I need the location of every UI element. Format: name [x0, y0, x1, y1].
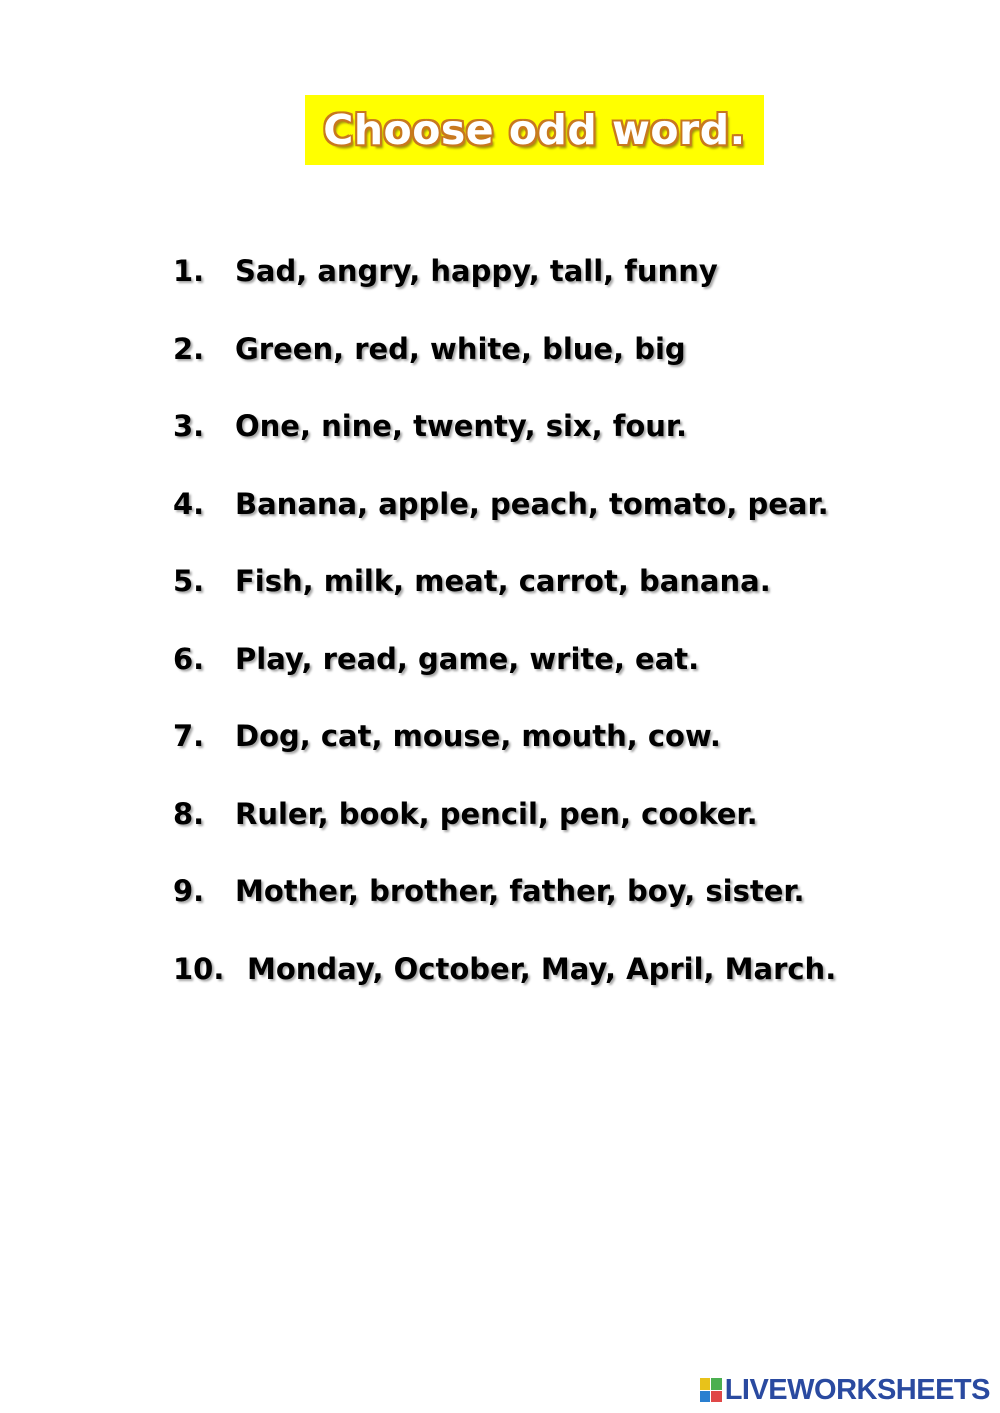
item-text: Play, read, game, write, eat.	[235, 641, 700, 676]
liveworksheets-logo-icon	[700, 1378, 722, 1402]
item-number: 9.	[173, 874, 205, 908]
item-text: Mother, brother, father, boy, sister.	[235, 874, 805, 908]
list-item	[173, 483, 836, 561]
item-number: 1.	[173, 254, 205, 288]
liveworksheets-logo[interactable]	[700, 1375, 990, 1405]
item-text: Ruler, book, pencil, pen, cooker.	[235, 796, 758, 831]
item-text: Dog, cat, mouse, mouth, cow.	[235, 719, 721, 753]
item-text: Green, red, white, blue, big	[235, 331, 686, 366]
item-number: 8.	[173, 796, 205, 831]
item-number: 3.	[173, 409, 205, 443]
item-number: 7.	[173, 719, 205, 753]
list-item	[173, 560, 836, 638]
item-text: Monday, October, May, April, March.	[247, 951, 837, 986]
item-text: Banana, apple, peach, tomato, pear.	[235, 486, 829, 521]
worksheet-title: Choose odd word.	[323, 106, 746, 154]
list-item	[173, 328, 836, 406]
logo-text: LIVEWORKSHEETS	[724, 1373, 990, 1406]
list-item	[173, 638, 836, 716]
item-text: Sad, angry, happy, tall, funny	[235, 254, 718, 288]
title-banner	[305, 95, 764, 165]
item-number: 5.	[173, 564, 205, 598]
item-number: 6.	[173, 641, 205, 676]
item-number: 4.	[173, 486, 205, 521]
list-item	[173, 715, 836, 793]
list-item	[173, 250, 836, 328]
list-item	[173, 948, 836, 1026]
item-text: One, nine, twenty, six, four.	[235, 409, 688, 443]
list-item	[173, 793, 836, 871]
item-text: Fish, milk, meat, carrot, banana.	[235, 564, 771, 598]
list-item	[173, 405, 836, 483]
list-item	[173, 870, 836, 948]
item-number: 2.	[173, 331, 205, 366]
item-number: 10.	[173, 951, 225, 986]
odd-word-list	[173, 250, 836, 1025]
